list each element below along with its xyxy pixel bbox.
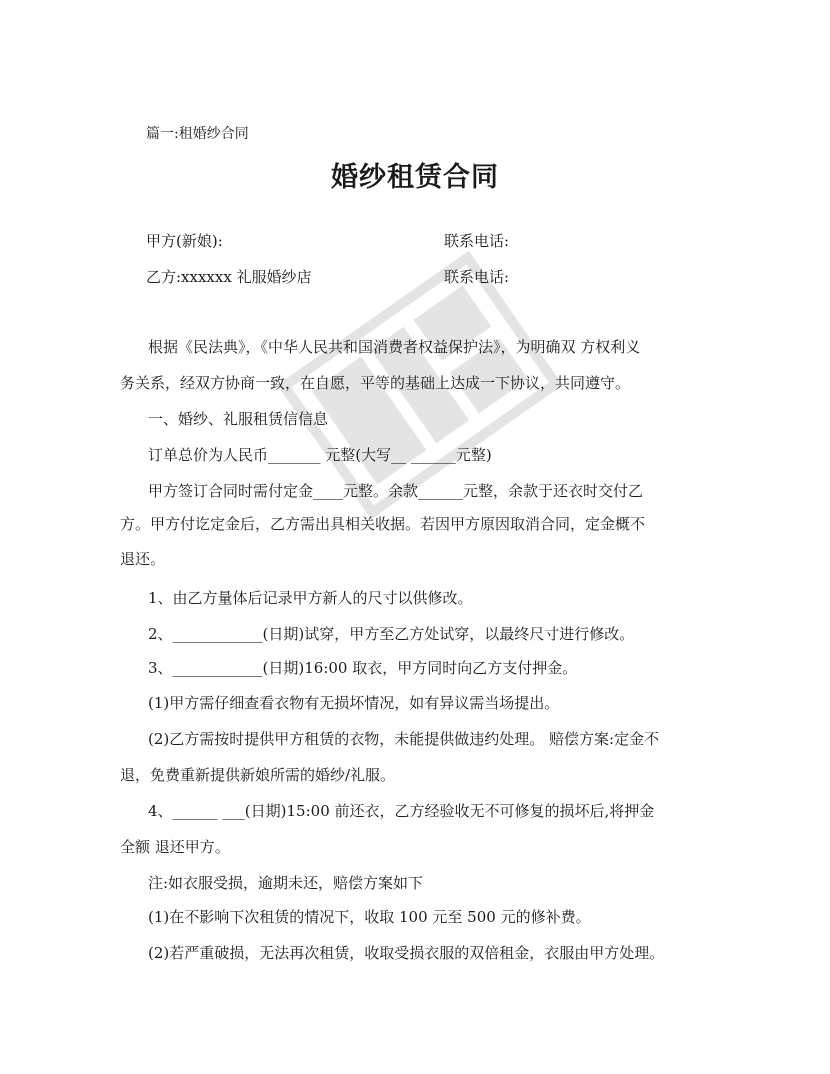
- paragraph-line: 务关系，经双方协商一致，在自愿，平等的基础上达成一下协议，共同遵守。: [120, 374, 631, 392]
- paragraph-line: 1、由乙方量体后记录甲方新人的尺寸以供修改。: [148, 589, 473, 607]
- paragraph-line: 退还。: [120, 550, 166, 568]
- paragraph-line: 方。甲方付讫定金后，乙方需出具相关收据。若因甲方原因取消合同，定金概不: [120, 515, 646, 533]
- party-a-label: 甲方(新娘):: [146, 232, 223, 250]
- paragraph-line: (1)在不影响下次租赁的情况下，收取 100 元至 500 元的修补费。: [148, 908, 591, 926]
- paragraph-line: 根据《民法典》，《中华人民共和国消费者权益保护法》，为明确双 方权利义: [148, 338, 641, 356]
- party-b-phone-label: 联系电话:: [444, 268, 510, 286]
- document-title: 婚纱租赁合同: [331, 162, 499, 193]
- paragraph-line: 2、____________(日期)试穿，甲方至乙方处试穿，以最终尺寸进行修改。: [148, 625, 635, 643]
- party-b-label: 乙方:xxxxxx 礼服婚纱店: [146, 268, 312, 286]
- paragraph-line: 3、____________(日期)16:00 取衣，甲方同时向乙方支付押金。: [148, 659, 578, 677]
- paragraph-line: (1)甲方需仔细查看衣物有无损坏情况，如有异议需当场提出。: [148, 694, 560, 712]
- paragraph-line: 4、______ ___(日期)15:00 前还衣，乙方经验收无不可修复的损坏后,将押金: [148, 802, 655, 820]
- paragraph-line: 甲方签订合同时需付定金____元整。余款______元整，余款于还衣时交付乙: [148, 482, 644, 500]
- paragraph-line: (2)乙方需按时提供甲方租赁的衣物，未能提供做违约处理。 赔偿方案:定金不: [148, 730, 660, 748]
- paragraph-line: (2)若严重破损，无法再次租赁，收取受损衣服的双倍租金，衣服由甲方处理。: [148, 944, 665, 962]
- paragraph-line: 订单总价为人民币_______ 元整(大写__ ______元整): [148, 446, 492, 464]
- paragraph-line: 全额 退还甲方。: [120, 838, 230, 856]
- party-a-phone-label: 联系电话:: [444, 232, 510, 250]
- paragraph-line: 注:如衣服受损，逾期未还，赔偿方案如下: [148, 874, 424, 892]
- document-tag: 篇一:租婚纱合同: [146, 126, 249, 142]
- paragraph-line: 退，免费重新提供新娘所需的婚纱/礼服。: [120, 766, 396, 784]
- section-heading: 一、婚纱、礼服租赁信信息: [148, 410, 329, 428]
